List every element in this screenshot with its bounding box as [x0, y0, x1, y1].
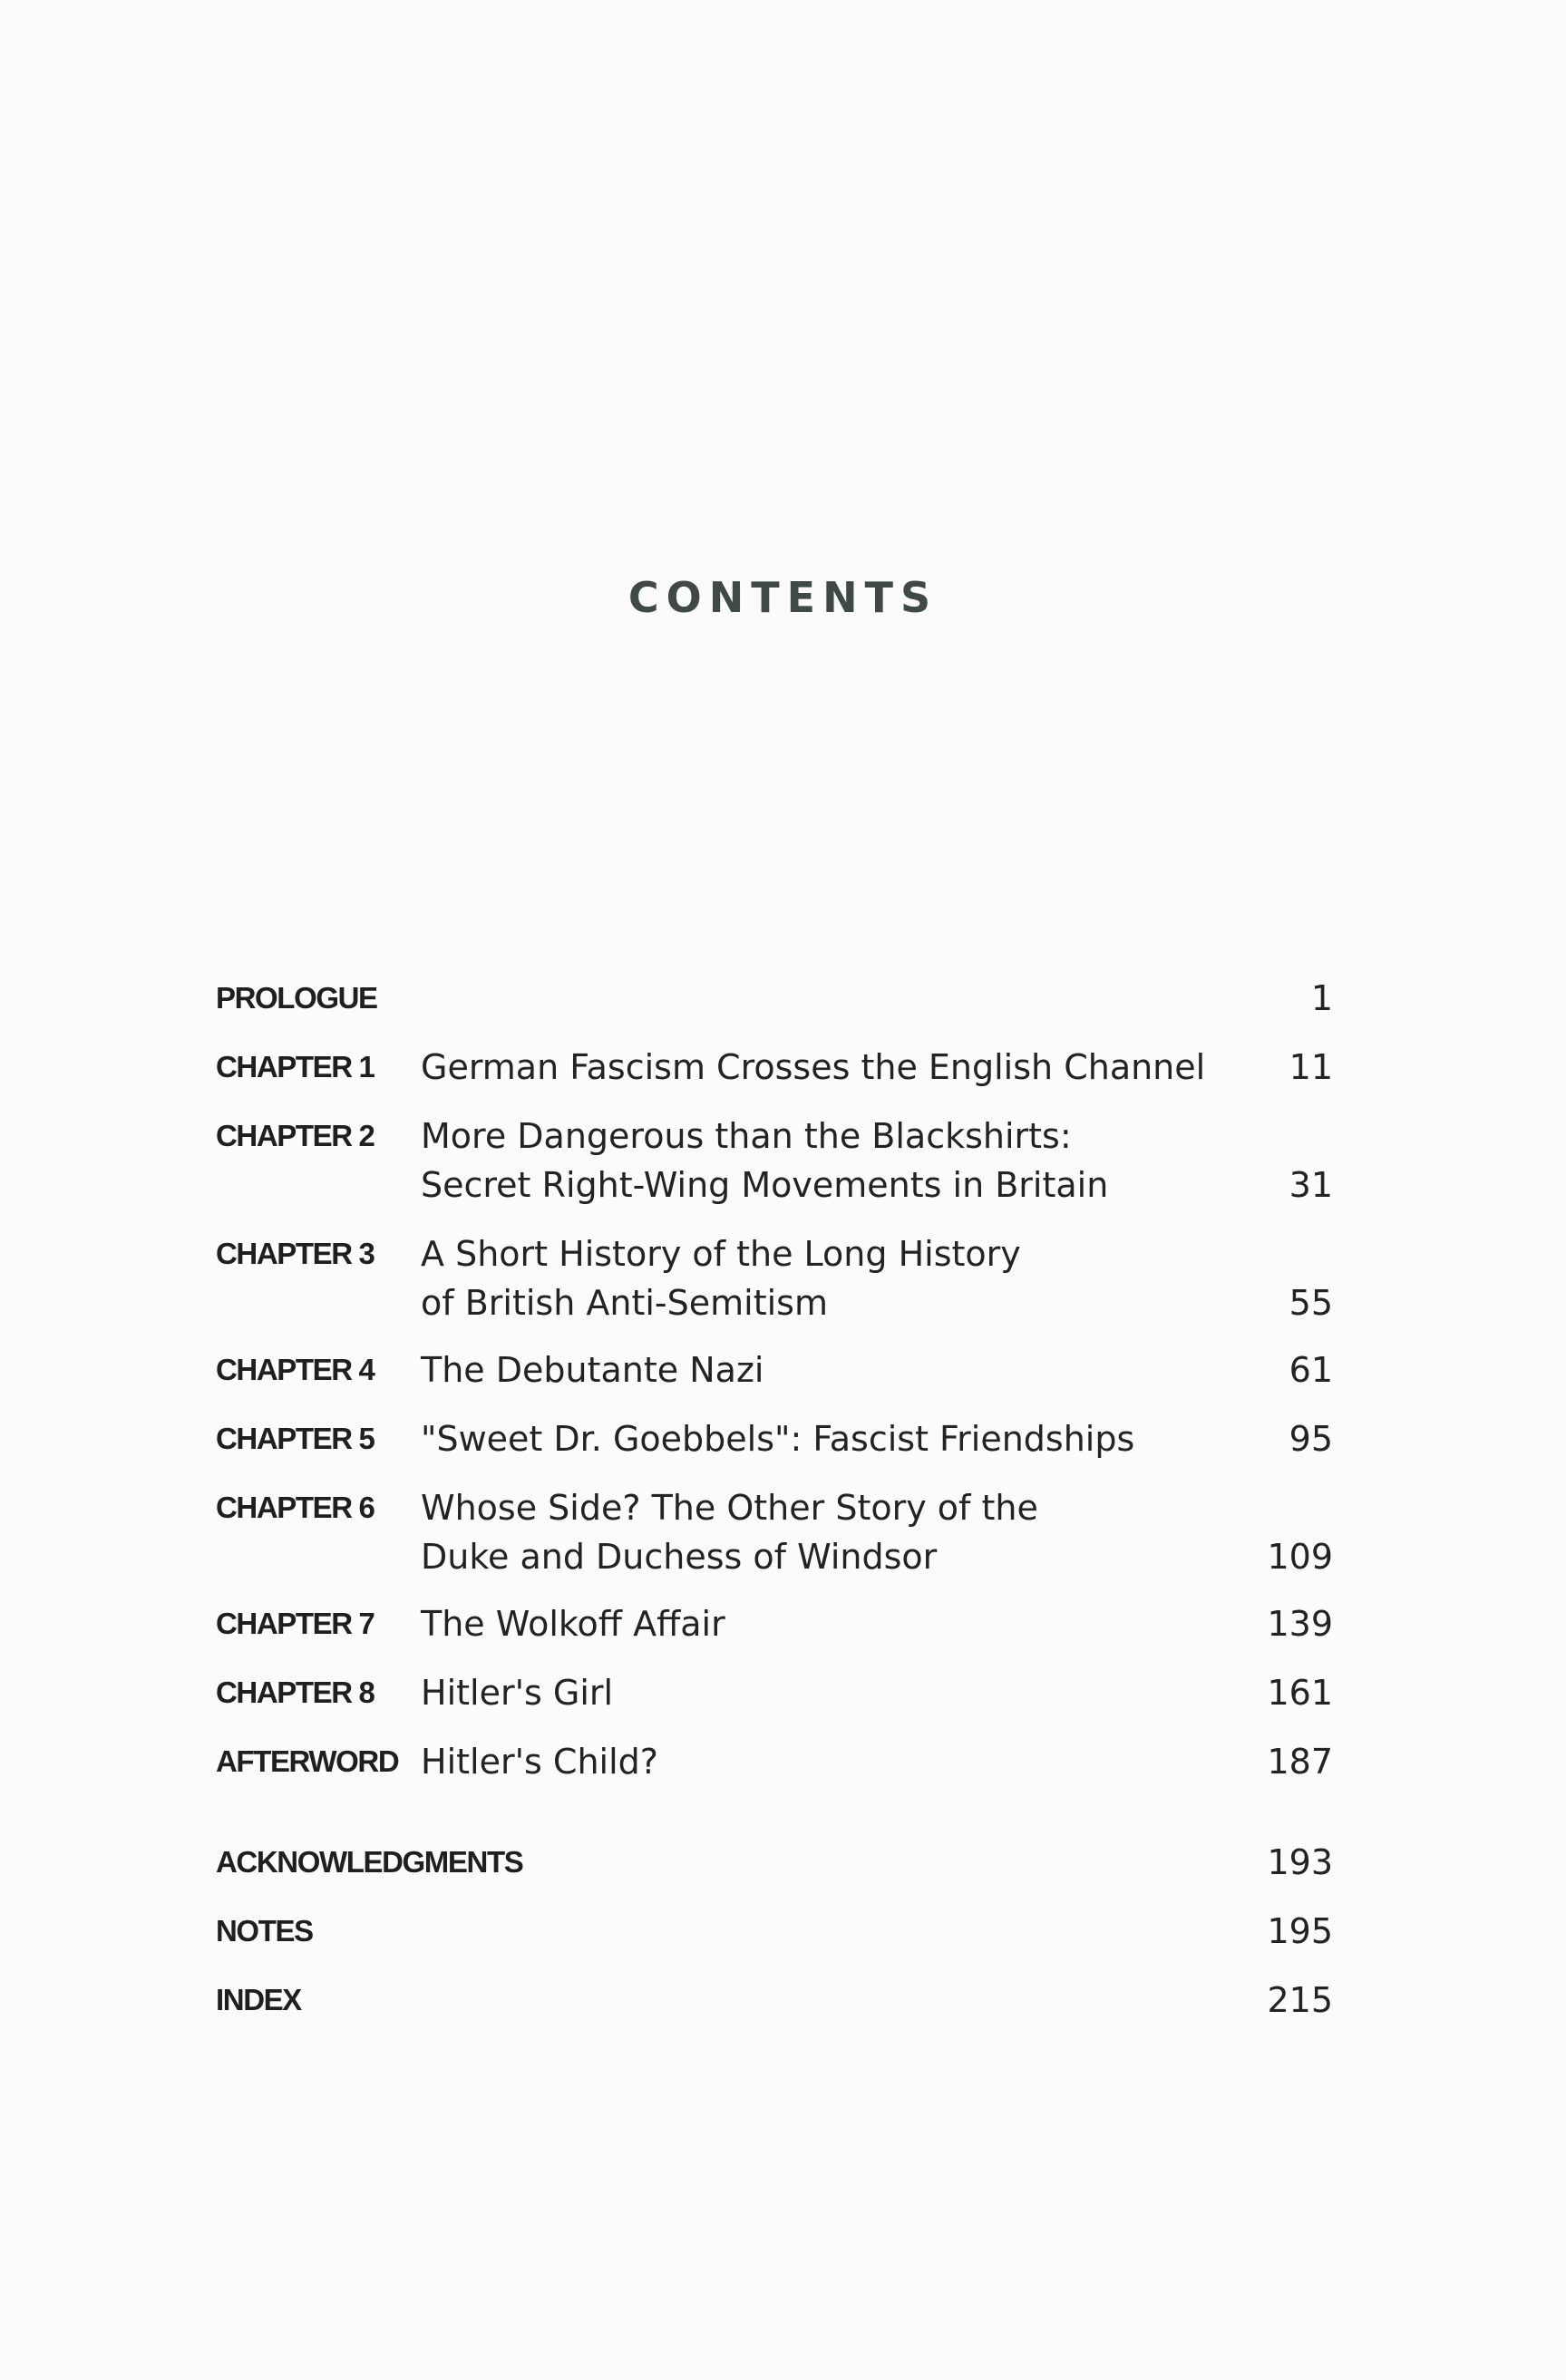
title-line: The Wolkoff Affair: [421, 1604, 725, 1644]
page-number: 55: [1289, 1283, 1333, 1323]
entry-label: CHAPTER 8: [216, 1676, 374, 1709]
entry-title: [421, 1345, 1201, 1394]
entry-label: NOTES: [216, 1914, 313, 1948]
page-number: 31: [1289, 1165, 1333, 1205]
entry-label: AFTERWORD: [216, 1744, 399, 1778]
page-number: 161: [1267, 1673, 1333, 1713]
entry-title: [421, 1737, 1201, 1786]
entry-title: [421, 1112, 1201, 1209]
toc-entry-chapter-6: [216, 1483, 1333, 1592]
toc-entry-chapter-3: [216, 1229, 1333, 1338]
title-line: Hitler's Child?: [421, 1742, 658, 1782]
entry-title: [421, 1043, 1206, 1092]
entry-label: CHAPTER 2: [216, 1119, 374, 1152]
page-number: 195: [1267, 1911, 1333, 1951]
page-number: 95: [1289, 1419, 1333, 1459]
page-title: CONTENTS: [627, 573, 939, 622]
page-number: 1: [1310, 978, 1333, 1018]
title-line: A Short History of the Long History: [421, 1234, 1021, 1274]
title-line: Hitler's Girl: [421, 1673, 614, 1713]
page-number: 11: [1289, 1047, 1333, 1087]
toc-entry-afterword: [216, 1737, 1333, 1846]
title-line: German Fascism Crosses the English Channel: [421, 1047, 1206, 1087]
page-number: 193: [1267, 1842, 1333, 1882]
entry-label: CHAPTER 5: [216, 1422, 374, 1455]
entry-label: INDEX: [216, 1983, 301, 2016]
title-line: Duke and Duchess of Windsor: [421, 1537, 938, 1577]
page-number: 187: [1267, 1742, 1333, 1782]
entry-label: PROLOGUE: [216, 981, 377, 1015]
page-number: 61: [1289, 1350, 1333, 1390]
toc-entry-index: [216, 1976, 1333, 2084]
entry-label: CHAPTER 1: [216, 1050, 374, 1083]
page-number: 215: [1267, 1980, 1333, 2020]
title-line: of British Anti-Semitism: [421, 1283, 828, 1323]
entry-title: [421, 1229, 1201, 1327]
title-line: The Debutante Nazi: [421, 1350, 764, 1390]
entry-label: CHAPTER 7: [216, 1607, 374, 1640]
entry-title: [421, 1483, 1201, 1581]
toc-entry-chapter-2: [216, 1112, 1333, 1220]
entry-title: [421, 1414, 1201, 1463]
entry-label: CHAPTER 3: [216, 1237, 374, 1270]
title-line: "Sweet Dr. Goebbels": Fascist Friendships: [421, 1419, 1135, 1459]
entry-label: CHAPTER 6: [216, 1491, 374, 1524]
entry-title: [421, 1599, 1201, 1648]
title-line: Secret Right-Wing Movements in Britain: [421, 1165, 1109, 1205]
entry-label: CHAPTER 4: [216, 1353, 374, 1386]
page-number: 109: [1267, 1537, 1333, 1577]
entry-label: ACKNOWLEDGMENTS: [216, 1845, 523, 1879]
title-line: More Dangerous than the Blackshirts:: [421, 1116, 1072, 1156]
title-line: Whose Side? The Other Story of the: [421, 1488, 1038, 1528]
page-number: 139: [1267, 1604, 1333, 1644]
entry-title: [421, 1668, 1201, 1717]
